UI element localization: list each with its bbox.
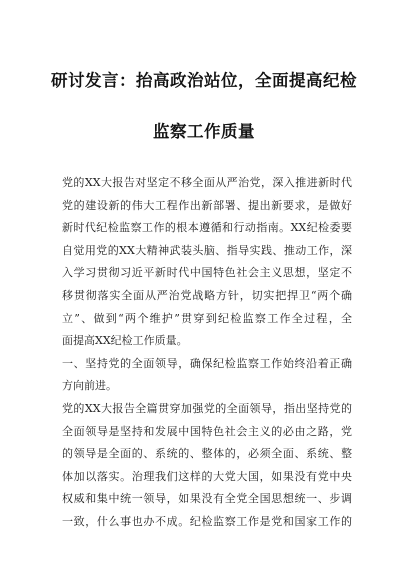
document-title-line-1: 研讨发言：抬高政治站位，全面提高纪检 [51,71,357,90]
section-heading-line: 方向前进。 [62,379,117,393]
body-line: 新时代纪检监察工作的根本遵循和行动指南。XX纪检委要 [62,221,352,235]
section-heading-line: 一、坚持党的全面领导，确保纪检监察工作始终沿着正确 [62,356,352,370]
body-line: 党的XX大报告全篇贯穿加强党的全面领导，指出坚持党的 [62,401,352,415]
document-body [62,172,352,534]
body-line: 权威和集中统一领导，如果没有全党全国思想统一、步调 [62,492,352,506]
body-line: 党的建设新的伟大工程作出新部署、提出新要求，是做好 [62,198,352,212]
body-line: 自觉用党的XX大精神武装头脑、指导实践、推动工作，深 [62,243,352,257]
body-line: 一致，什么事也办不成。纪检监察工作是党和国家工作的 [62,514,352,528]
body-line: 立”、做到“两个维护”贯穿到纪检监察工作全过程，全 [62,311,352,325]
body-line: 全面领导是坚持和发展中国特色社会主义的必由之路，党 [62,424,352,438]
body-line: 面提高XX纪检工作质量。 [62,334,188,348]
body-line: 的领导是全面的、系统的、整体的，必须全面、系统、整 [62,447,352,461]
body-line: 体加以落实。治理我们这样的大党大国，如果没有党中央 [62,469,352,483]
body-line: 移贯彻落实全面从严治党战略方针，切实把捍卫“两个确 [62,288,352,302]
document-title-line-2: 监察工作质量 [153,122,255,141]
body-line: 党的XX大报告对坚定不移全面从严治党，深入推进新时代 [62,176,352,189]
body-line: 入学习贯彻习近平新时代中国特色社会主义思想，坚定不 [62,266,352,280]
